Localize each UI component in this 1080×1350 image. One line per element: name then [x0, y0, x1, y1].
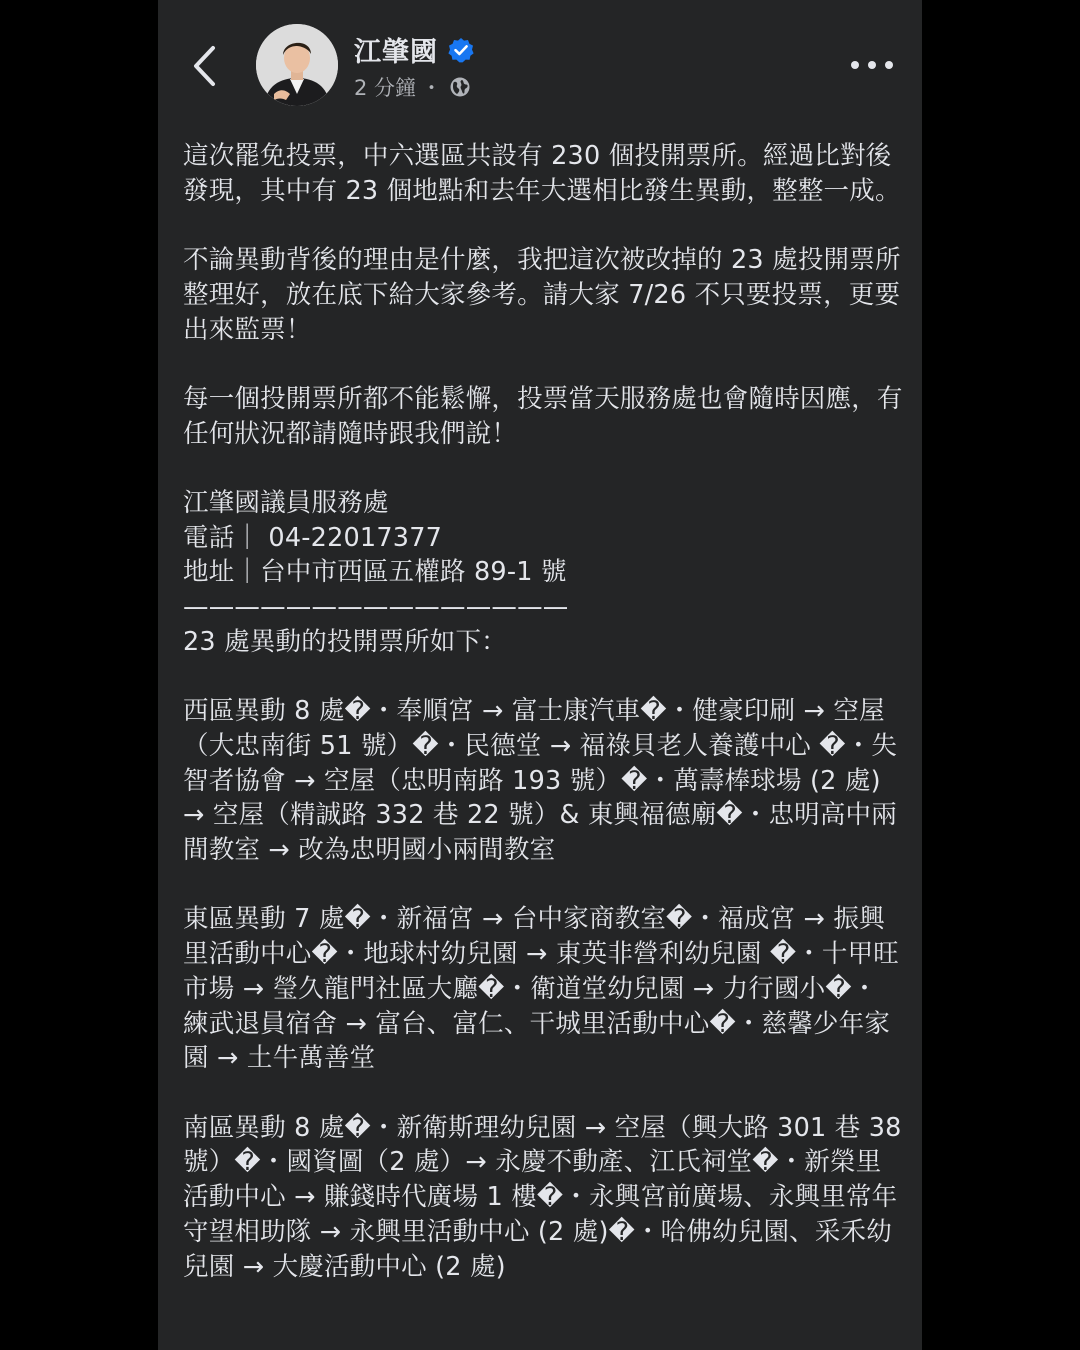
author-avatar[interactable] [256, 24, 338, 106]
post-meta [354, 72, 471, 102]
globe-icon [449, 76, 471, 98]
post-paragraph-intro: 這次罷免投票，中六選區共設有 230 個投開票所。經過比對後發現，其中有 23 個地點和去年大選相比發生異動，整整一成。 [183, 141, 901, 206]
post-paragraph-reference: 不論異動背後的理由是什麼，我把這次被改掉的 23 處投開票所整理好，放在底下給大家參考。請大家 7/26 不只要投票，更要出來監票！ [183, 245, 901, 345]
post-paragraph-east-district: 東區異動 7 處�・新福宮 → 台中家商教室�・福成宮 → 振興里活動中心�・地球村幼兒園 → 東英非營利幼兒園 �・十甲旺市場 → 瑩久龍門社區大廳�・衛道堂幼兒園 → 力行國小�・練武退員宿舍 → 富台、富仁、干城里活動中心�・慈馨少年家園 → 土牛萬善堂 [183, 904, 899, 1074]
post-screen [158, 0, 922, 1350]
more-horizontal-icon [846, 50, 898, 80]
post-body [183, 139, 910, 1284]
meta-separator: ・ [421, 76, 443, 100]
post-paragraph-south-district: 南區異動 8 處�・新衛斯理幼兒園 → 空屋（興大路 301 巷 38 號）�・國資圖（2 處）→ 永慶不動產、江氏祠堂�・新榮里活動中心 → 賺錢時代廣場 1 樓�・永興宮前廣場、永興里常年守望相助隊 → 永興里活動中心 (2 處)�・哈佛幼兒園、采禾幼兒園 → 大慶活動中心 (2 處) [183, 1112, 910, 1282]
post-timestamp[interactable]: 2 分鐘 [354, 76, 417, 100]
chevron-left-icon [186, 40, 226, 92]
post-paragraph-notice: 每一個投開票所都不能鬆懈，投票當天服務處也會隨時因應，有任何狀況都請隨時跟我們說！ [183, 383, 903, 449]
author-name[interactable]: 江肇國 [354, 37, 438, 68]
avatar-photo [256, 24, 338, 106]
verified-badge-icon [448, 37, 474, 63]
post-header [158, 0, 922, 130]
more-options-button[interactable] [846, 50, 898, 80]
back-button[interactable] [186, 40, 226, 92]
post-paragraph-contact: 江肇國議員服務處 電話｜ 04-22017377 地址｜台中市西區五權路 89-1 號 ——————————————— 23 處異動的投開票所如下： [183, 488, 569, 657]
post-paragraph-west-district: 西區異動 8 處�・奉順宮 → 富士康汽車�・健豪印刷 → 空屋（大忠南街 51 號）�・民德堂 → 福祿貝老人養護中心 �・失智者協會 → 空屋（忠明南路 193 號）�・萬壽棒球場 (2 處) → 空屋（精誠路 332 巷 22 號）& 東興福德廟�・忠明高中兩間教室 → 改為忠明國小兩間教室 [183, 696, 898, 866]
